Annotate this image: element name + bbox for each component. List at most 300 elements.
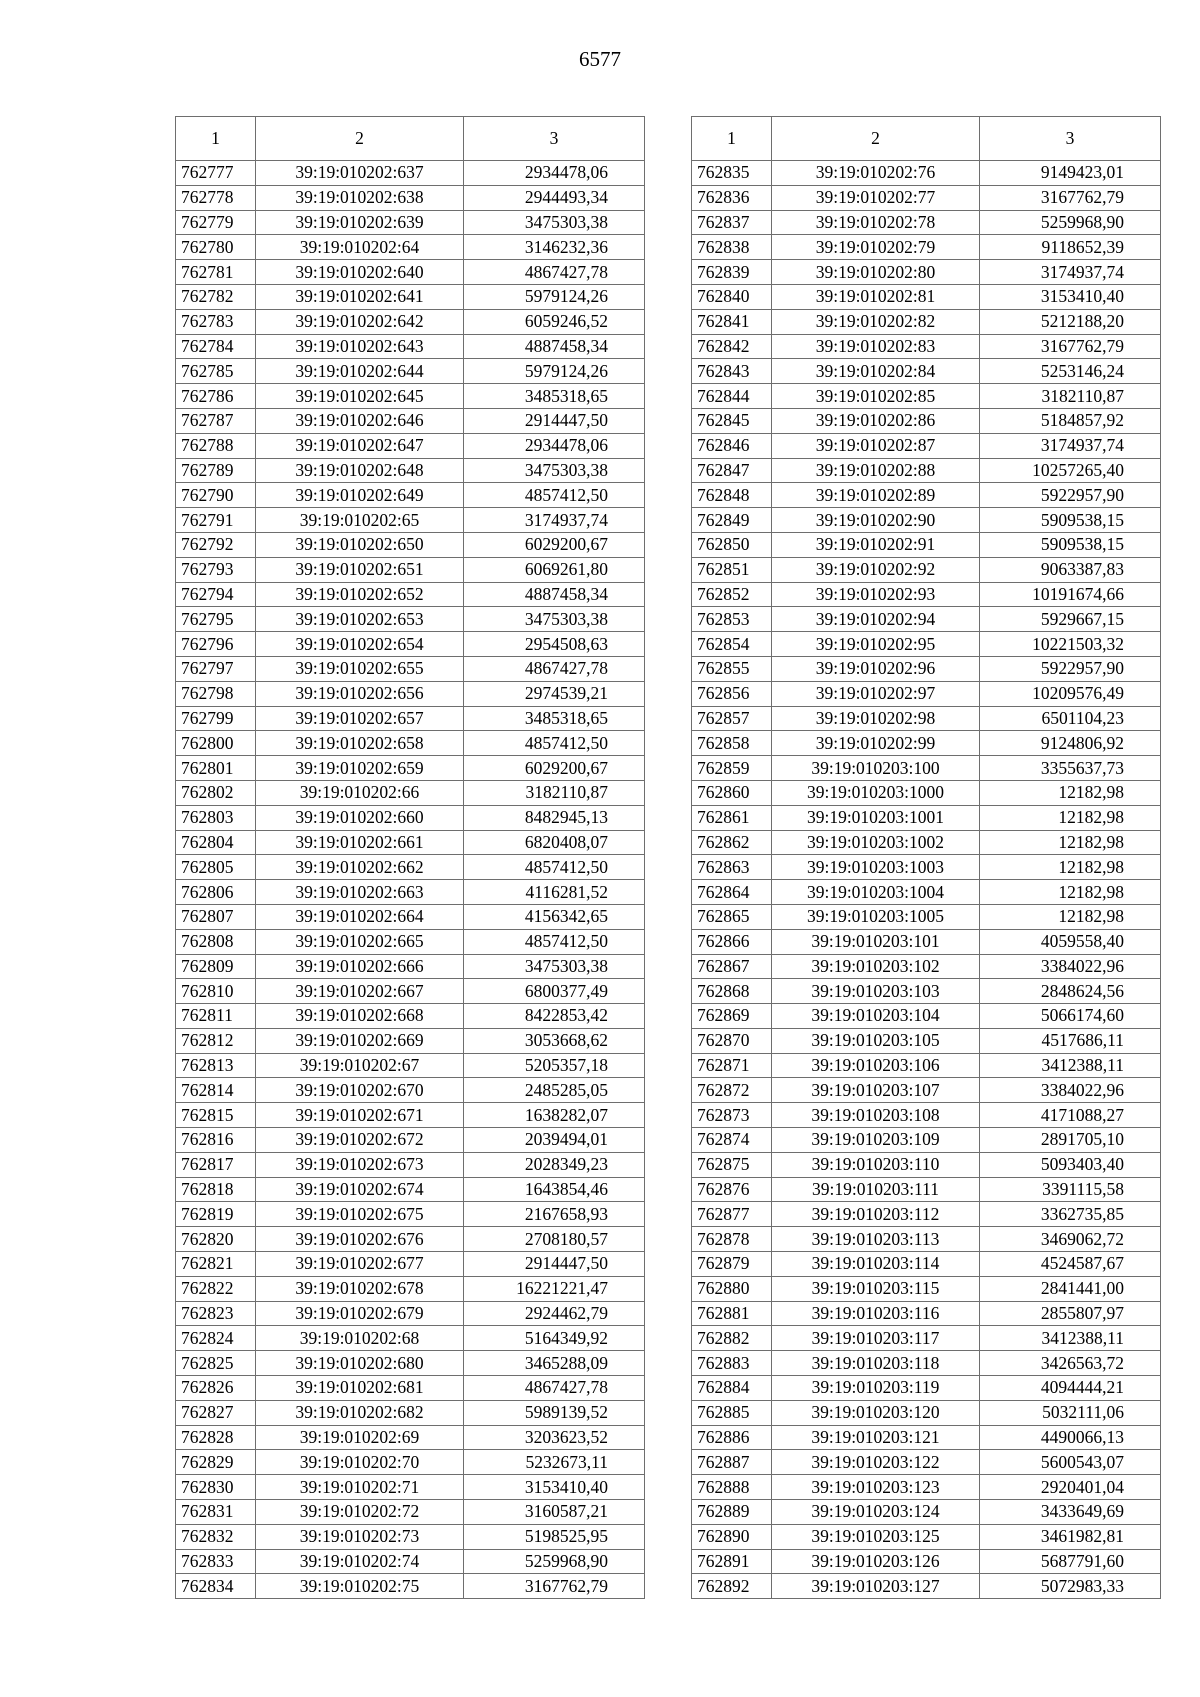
cadastral-number-cell: 39:19:010202:652 xyxy=(256,582,464,607)
value-cell: 3182110,87 xyxy=(980,384,1161,409)
table-row xyxy=(692,210,1161,235)
row-number-cell: 762833 xyxy=(176,1549,256,1574)
value-cell: 12182,98 xyxy=(980,830,1161,855)
table-row xyxy=(692,1227,1161,1252)
value-cell: 3153410,40 xyxy=(980,284,1161,309)
row-number-cell: 762830 xyxy=(176,1475,256,1500)
row-number-cell: 762861 xyxy=(692,805,772,830)
table-row xyxy=(176,1549,645,1574)
value-cell: 3475303,38 xyxy=(464,210,645,235)
cadastral-number-cell: 39:19:010203:107 xyxy=(772,1078,980,1103)
value-cell: 3167762,79 xyxy=(980,334,1161,359)
row-number-cell: 762805 xyxy=(176,855,256,880)
cadastral-number-cell: 39:19:010202:81 xyxy=(772,284,980,309)
value-cell: 6069261,80 xyxy=(464,557,645,582)
row-number-cell: 762886 xyxy=(692,1425,772,1450)
cadastral-number-cell: 39:19:010203:115 xyxy=(772,1276,980,1301)
cadastral-number-cell: 39:19:010203:1002 xyxy=(772,830,980,855)
cadastral-number-cell: 39:19:010202:676 xyxy=(256,1227,464,1252)
value-cell: 2974539,21 xyxy=(464,681,645,706)
table-row xyxy=(176,384,645,409)
cadastral-number-cell: 39:19:010202:662 xyxy=(256,855,464,880)
value-cell: 5205357,18 xyxy=(464,1053,645,1078)
row-number-cell: 762803 xyxy=(176,805,256,830)
cadastral-number-cell: 39:19:010202:669 xyxy=(256,1028,464,1053)
row-number-cell: 762788 xyxy=(176,433,256,458)
cadastral-number-cell: 39:19:010202:75 xyxy=(256,1574,464,1599)
row-number-cell: 762793 xyxy=(176,557,256,582)
table-row xyxy=(692,359,1161,384)
table-row xyxy=(692,458,1161,483)
row-number-cell: 762822 xyxy=(176,1276,256,1301)
table-row xyxy=(176,1475,645,1500)
value-cell: 2848624,56 xyxy=(980,979,1161,1004)
row-number-cell: 762857 xyxy=(692,706,772,731)
value-cell: 4524587,67 xyxy=(980,1252,1161,1277)
value-cell: 2924462,79 xyxy=(464,1301,645,1326)
value-cell: 3433649,69 xyxy=(980,1500,1161,1525)
value-cell: 5259968,90 xyxy=(464,1549,645,1574)
cadastral-number-cell: 39:19:010202:650 xyxy=(256,532,464,557)
row-number-cell: 762869 xyxy=(692,1004,772,1029)
table-row xyxy=(176,309,645,334)
value-cell: 5072983,33 xyxy=(980,1574,1161,1599)
cadastral-number-cell: 39:19:010202:680 xyxy=(256,1351,464,1376)
row-number-cell: 762845 xyxy=(692,408,772,433)
cadastral-number-cell: 39:19:010202:653 xyxy=(256,607,464,632)
cadastral-number-cell: 39:19:010202:72 xyxy=(256,1500,464,1525)
row-number-cell: 762780 xyxy=(176,235,256,260)
row-number-cell: 762839 xyxy=(692,260,772,285)
value-cell: 4059558,40 xyxy=(980,929,1161,954)
value-cell: 4867427,78 xyxy=(464,656,645,681)
row-number-cell: 762863 xyxy=(692,855,772,880)
value-cell: 3391115,58 xyxy=(980,1177,1161,1202)
value-cell: 5922957,90 xyxy=(980,483,1161,508)
table-row xyxy=(176,731,645,756)
table-row xyxy=(176,1103,645,1128)
cadastral-number-cell: 39:19:010202:654 xyxy=(256,632,464,657)
cadastral-number-cell: 39:19:010203:1004 xyxy=(772,880,980,905)
value-cell: 5232673,11 xyxy=(464,1450,645,1475)
value-cell: 3426563,72 xyxy=(980,1351,1161,1376)
value-cell: 5198525,95 xyxy=(464,1524,645,1549)
cadastral-number-cell: 39:19:010202:95 xyxy=(772,632,980,657)
cadastral-number-cell: 39:19:010203:111 xyxy=(772,1177,980,1202)
value-cell: 2934478,06 xyxy=(464,433,645,458)
table-row xyxy=(692,1202,1161,1227)
row-number-cell: 762786 xyxy=(176,384,256,409)
row-number-cell: 762844 xyxy=(692,384,772,409)
cadastral-number-cell: 39:19:010202:658 xyxy=(256,731,464,756)
table-row xyxy=(692,1326,1161,1351)
cadastral-number-cell: 39:19:010203:102 xyxy=(772,954,980,979)
table-row xyxy=(692,433,1161,458)
table-row xyxy=(176,756,645,781)
row-number-cell: 762823 xyxy=(176,1301,256,1326)
table-row xyxy=(176,855,645,880)
value-cell: 5909538,15 xyxy=(980,532,1161,557)
value-cell: 4490066,13 xyxy=(980,1425,1161,1450)
row-number-cell: 762820 xyxy=(176,1227,256,1252)
value-cell: 4887458,34 xyxy=(464,334,645,359)
table-row xyxy=(692,1351,1161,1376)
value-cell: 5687791,60 xyxy=(980,1549,1161,1574)
value-cell: 5253146,24 xyxy=(980,359,1161,384)
cadastral-number-cell: 39:19:010202:99 xyxy=(772,731,980,756)
value-cell: 10209576,49 xyxy=(980,681,1161,706)
cadastral-number-cell: 39:19:010202:668 xyxy=(256,1004,464,1029)
cadastral-number-cell: 39:19:010203:1003 xyxy=(772,855,980,880)
cadastral-number-cell: 39:19:010202:74 xyxy=(256,1549,464,1574)
table-row xyxy=(176,706,645,731)
value-cell: 3053668,62 xyxy=(464,1028,645,1053)
table-row xyxy=(176,1376,645,1401)
row-number-cell: 762804 xyxy=(176,830,256,855)
row-number-cell: 762795 xyxy=(176,607,256,632)
value-cell: 3384022,96 xyxy=(980,954,1161,979)
value-cell: 3167762,79 xyxy=(464,1574,645,1599)
cadastral-number-cell: 39:19:010202:640 xyxy=(256,260,464,285)
value-cell: 6029200,67 xyxy=(464,756,645,781)
cadastral-number-cell: 39:19:010203:108 xyxy=(772,1103,980,1128)
row-number-cell: 762878 xyxy=(692,1227,772,1252)
cadastral-number-cell: 39:19:010202:88 xyxy=(772,458,980,483)
value-cell: 2039494,01 xyxy=(464,1128,645,1153)
row-number-cell: 762852 xyxy=(692,582,772,607)
table-row xyxy=(692,632,1161,657)
row-number-cell: 762831 xyxy=(176,1500,256,1525)
cadastral-number-cell: 39:19:010202:78 xyxy=(772,210,980,235)
table-row xyxy=(692,1276,1161,1301)
value-cell: 3465288,09 xyxy=(464,1351,645,1376)
cadastral-number-cell: 39:19:010202:670 xyxy=(256,1078,464,1103)
value-cell: 10221503,32 xyxy=(980,632,1161,657)
value-cell: 16221221,47 xyxy=(464,1276,645,1301)
cadastral-number-cell: 39:19:010203:110 xyxy=(772,1152,980,1177)
cadastral-number-cell: 39:19:010203:114 xyxy=(772,1252,980,1277)
table-row xyxy=(692,929,1161,954)
table-row xyxy=(692,1053,1161,1078)
row-number-cell: 762858 xyxy=(692,731,772,756)
table-row xyxy=(692,284,1161,309)
cadastral-number-cell: 39:19:010202:69 xyxy=(256,1425,464,1450)
cadastral-number-cell: 39:19:010202:82 xyxy=(772,309,980,334)
cadastral-number-cell: 39:19:010202:91 xyxy=(772,532,980,557)
row-number-cell: 762891 xyxy=(692,1549,772,1574)
row-number-cell: 762821 xyxy=(176,1252,256,1277)
row-number-cell: 762829 xyxy=(176,1450,256,1475)
value-cell: 2855807,97 xyxy=(980,1301,1161,1326)
value-cell: 5066174,60 xyxy=(980,1004,1161,1029)
row-number-cell: 762789 xyxy=(176,458,256,483)
table-row xyxy=(176,582,645,607)
table-row xyxy=(692,855,1161,880)
table-row xyxy=(692,607,1161,632)
table-row xyxy=(176,780,645,805)
value-cell: 6501104,23 xyxy=(980,706,1161,731)
row-number-cell: 762879 xyxy=(692,1252,772,1277)
row-number-cell: 762808 xyxy=(176,929,256,954)
table-row xyxy=(176,1500,645,1525)
value-cell: 2167658,93 xyxy=(464,1202,645,1227)
value-cell: 4867427,78 xyxy=(464,1376,645,1401)
table-row xyxy=(176,904,645,929)
row-number-cell: 762779 xyxy=(176,210,256,235)
cadastral-number-cell: 39:19:010202:641 xyxy=(256,284,464,309)
row-number-cell: 762865 xyxy=(692,904,772,929)
value-cell: 4857412,50 xyxy=(464,483,645,508)
cadastral-number-cell: 39:19:010202:639 xyxy=(256,210,464,235)
cadastral-number-cell: 39:19:010202:643 xyxy=(256,334,464,359)
row-number-cell: 762884 xyxy=(692,1376,772,1401)
cadastral-number-cell: 39:19:010203:123 xyxy=(772,1475,980,1500)
cadastral-number-cell: 39:19:010202:77 xyxy=(772,185,980,210)
table-row xyxy=(176,408,645,433)
cadastral-number-cell: 39:19:010202:657 xyxy=(256,706,464,731)
cadastral-number-cell: 39:19:010202:94 xyxy=(772,607,980,632)
row-number-cell: 762849 xyxy=(692,508,772,533)
value-cell: 1638282,07 xyxy=(464,1103,645,1128)
table-row xyxy=(692,1376,1161,1401)
table-row xyxy=(176,805,645,830)
value-cell: 4857412,50 xyxy=(464,929,645,954)
cadastral-number-cell: 39:19:010202:65 xyxy=(256,508,464,533)
cadastral-number-cell: 39:19:010202:89 xyxy=(772,483,980,508)
table-row xyxy=(692,979,1161,1004)
row-number-cell: 762834 xyxy=(176,1574,256,1599)
table-row xyxy=(692,830,1161,855)
cadastral-number-cell: 39:19:010202:68 xyxy=(256,1326,464,1351)
table-row xyxy=(176,632,645,657)
table-row xyxy=(692,532,1161,557)
row-number-cell: 762794 xyxy=(176,582,256,607)
row-number-cell: 762860 xyxy=(692,780,772,805)
value-cell: 9063387,83 xyxy=(980,557,1161,582)
table-row xyxy=(176,1326,645,1351)
row-number-cell: 762871 xyxy=(692,1053,772,1078)
row-number-cell: 762851 xyxy=(692,557,772,582)
value-cell: 6820408,07 xyxy=(464,830,645,855)
table-row xyxy=(692,1152,1161,1177)
table-row xyxy=(176,1301,645,1326)
cadastral-number-cell: 39:19:010202:83 xyxy=(772,334,980,359)
cadastral-number-cell: 39:19:010202:674 xyxy=(256,1177,464,1202)
value-cell: 4116281,52 xyxy=(464,880,645,905)
value-cell: 10191674,66 xyxy=(980,582,1161,607)
row-number-cell: 762890 xyxy=(692,1524,772,1549)
row-number-cell: 762842 xyxy=(692,334,772,359)
value-cell: 3182110,87 xyxy=(464,780,645,805)
row-number-cell: 762859 xyxy=(692,756,772,781)
table-row xyxy=(176,656,645,681)
row-number-cell: 762892 xyxy=(692,1574,772,1599)
table-row xyxy=(692,1028,1161,1053)
table-row xyxy=(692,1549,1161,1574)
value-cell: 12182,98 xyxy=(980,855,1161,880)
value-cell: 8422853,42 xyxy=(464,1004,645,1029)
table-row xyxy=(692,309,1161,334)
cadastral-number-cell: 39:19:010202:84 xyxy=(772,359,980,384)
table-row xyxy=(176,979,645,1004)
row-number-cell: 762841 xyxy=(692,309,772,334)
cadastral-number-cell: 39:19:010202:73 xyxy=(256,1524,464,1549)
column-header-3: 3 xyxy=(464,117,645,161)
table-row xyxy=(692,1500,1161,1525)
row-number-cell: 762807 xyxy=(176,904,256,929)
value-cell: 5032111,06 xyxy=(980,1400,1161,1425)
cadastral-number-cell: 39:19:010203:1000 xyxy=(772,780,980,805)
value-cell: 4517686,11 xyxy=(980,1028,1161,1053)
table-row xyxy=(176,458,645,483)
table-row xyxy=(692,1252,1161,1277)
value-cell: 5979124,26 xyxy=(464,359,645,384)
table-row xyxy=(176,1351,645,1376)
value-cell: 5979124,26 xyxy=(464,284,645,309)
table-row xyxy=(176,830,645,855)
value-cell: 8482945,13 xyxy=(464,805,645,830)
table-row xyxy=(176,1524,645,1549)
row-number-cell: 762847 xyxy=(692,458,772,483)
page-number: 6577 xyxy=(579,47,621,71)
table-row xyxy=(692,1103,1161,1128)
cadastral-number-cell: 39:19:010202:67 xyxy=(256,1053,464,1078)
table-row xyxy=(692,334,1161,359)
value-cell: 2485285,05 xyxy=(464,1078,645,1103)
table-row xyxy=(176,1177,645,1202)
row-number-cell: 762816 xyxy=(176,1128,256,1153)
row-number-cell: 762782 xyxy=(176,284,256,309)
value-cell: 5929667,15 xyxy=(980,607,1161,632)
cadastral-number-cell: 39:19:010202:663 xyxy=(256,880,464,905)
cadastral-number-cell: 39:19:010202:648 xyxy=(256,458,464,483)
table-row xyxy=(692,731,1161,756)
cadastral-number-cell: 39:19:010202:96 xyxy=(772,656,980,681)
cadastral-number-cell: 39:19:010202:76 xyxy=(772,161,980,186)
cadastral-number-cell: 39:19:010202:664 xyxy=(256,904,464,929)
value-cell: 5909538,15 xyxy=(980,508,1161,533)
cadastral-number-cell: 39:19:010202:665 xyxy=(256,929,464,954)
cadastral-number-cell: 39:19:010203:100 xyxy=(772,756,980,781)
row-number-cell: 762790 xyxy=(176,483,256,508)
value-cell: 3412388,11 xyxy=(980,1053,1161,1078)
value-cell: 3174937,74 xyxy=(980,433,1161,458)
row-number-cell: 762826 xyxy=(176,1376,256,1401)
header-row xyxy=(692,117,1161,161)
value-cell: 2891705,10 xyxy=(980,1128,1161,1153)
row-number-cell: 762880 xyxy=(692,1276,772,1301)
column-header-1: 1 xyxy=(176,117,256,161)
cadastral-number-cell: 39:19:010203:104 xyxy=(772,1004,980,1029)
table-row xyxy=(692,1574,1161,1599)
cadastral-number-cell: 39:19:010202:93 xyxy=(772,582,980,607)
cadastral-number-cell: 39:19:010202:682 xyxy=(256,1400,464,1425)
cadastral-number-cell: 39:19:010203:116 xyxy=(772,1301,980,1326)
table-row xyxy=(176,1202,645,1227)
row-number-cell: 762810 xyxy=(176,979,256,1004)
value-cell: 3362735,85 xyxy=(980,1202,1161,1227)
cadastral-number-cell: 39:19:010203:1005 xyxy=(772,904,980,929)
value-cell: 12182,98 xyxy=(980,904,1161,929)
table-row xyxy=(176,1053,645,1078)
header-row xyxy=(176,117,645,161)
value-cell: 5989139,52 xyxy=(464,1400,645,1425)
cadastral-number-cell: 39:19:010203:101 xyxy=(772,929,980,954)
table-row xyxy=(176,880,645,905)
column-header-1: 1 xyxy=(692,117,772,161)
table-row xyxy=(176,483,645,508)
cadastral-number-cell: 39:19:010202:679 xyxy=(256,1301,464,1326)
cadastral-number-cell: 39:19:010203:106 xyxy=(772,1053,980,1078)
table-row xyxy=(176,334,645,359)
cadastral-number-cell: 39:19:010203:119 xyxy=(772,1376,980,1401)
cadastral-number-cell: 39:19:010202:671 xyxy=(256,1103,464,1128)
value-cell: 12182,98 xyxy=(980,880,1161,905)
value-cell: 4887458,34 xyxy=(464,582,645,607)
cadastral-number-cell: 39:19:010203:120 xyxy=(772,1400,980,1425)
row-number-cell: 762876 xyxy=(692,1177,772,1202)
table-row xyxy=(692,408,1161,433)
row-number-cell: 762783 xyxy=(176,309,256,334)
cadastral-number-cell: 39:19:010202:681 xyxy=(256,1376,464,1401)
table-row xyxy=(176,433,645,458)
table-row xyxy=(176,1425,645,1450)
value-cell: 2944493,34 xyxy=(464,185,645,210)
row-number-cell: 762824 xyxy=(176,1326,256,1351)
row-number-cell: 762854 xyxy=(692,632,772,657)
cadastral-number-cell: 39:19:010202:92 xyxy=(772,557,980,582)
cadastral-number-cell: 39:19:010203:105 xyxy=(772,1028,980,1053)
row-number-cell: 762814 xyxy=(176,1078,256,1103)
cadastral-number-cell: 39:19:010202:71 xyxy=(256,1475,464,1500)
table-row xyxy=(692,384,1161,409)
table-row xyxy=(176,954,645,979)
value-cell: 4857412,50 xyxy=(464,731,645,756)
cadastral-number-cell: 39:19:010202:673 xyxy=(256,1152,464,1177)
table-row xyxy=(692,1524,1161,1549)
value-cell: 2028349,23 xyxy=(464,1152,645,1177)
value-cell: 3475303,38 xyxy=(464,607,645,632)
cadastral-number-cell: 39:19:010203:126 xyxy=(772,1549,980,1574)
row-number-cell: 762874 xyxy=(692,1128,772,1153)
cadastral-number-cell: 39:19:010203:109 xyxy=(772,1128,980,1153)
table-row xyxy=(692,1450,1161,1475)
row-number-cell: 762811 xyxy=(176,1004,256,1029)
value-cell: 2914447,50 xyxy=(464,408,645,433)
column-header-3: 3 xyxy=(980,117,1161,161)
left-table-body xyxy=(176,161,645,1599)
value-cell: 5212188,20 xyxy=(980,309,1161,334)
row-number-cell: 762787 xyxy=(176,408,256,433)
table-row xyxy=(692,681,1161,706)
table-row xyxy=(692,557,1161,582)
value-cell: 5600543,07 xyxy=(980,1450,1161,1475)
table-row xyxy=(692,161,1161,186)
row-number-cell: 762846 xyxy=(692,433,772,458)
table-row xyxy=(176,1252,645,1277)
value-cell: 3412388,11 xyxy=(980,1326,1161,1351)
cadastral-number-cell: 39:19:010202:70 xyxy=(256,1450,464,1475)
cadastral-number-cell: 39:19:010202:649 xyxy=(256,483,464,508)
cadastral-number-cell: 39:19:010203:113 xyxy=(772,1227,980,1252)
cadastral-number-cell: 39:19:010203:122 xyxy=(772,1450,980,1475)
value-cell: 3153410,40 xyxy=(464,1475,645,1500)
row-number-cell: 762888 xyxy=(692,1475,772,1500)
cadastral-number-cell: 39:19:010202:638 xyxy=(256,185,464,210)
table-row xyxy=(176,359,645,384)
table-row xyxy=(176,185,645,210)
row-number-cell: 762875 xyxy=(692,1152,772,1177)
